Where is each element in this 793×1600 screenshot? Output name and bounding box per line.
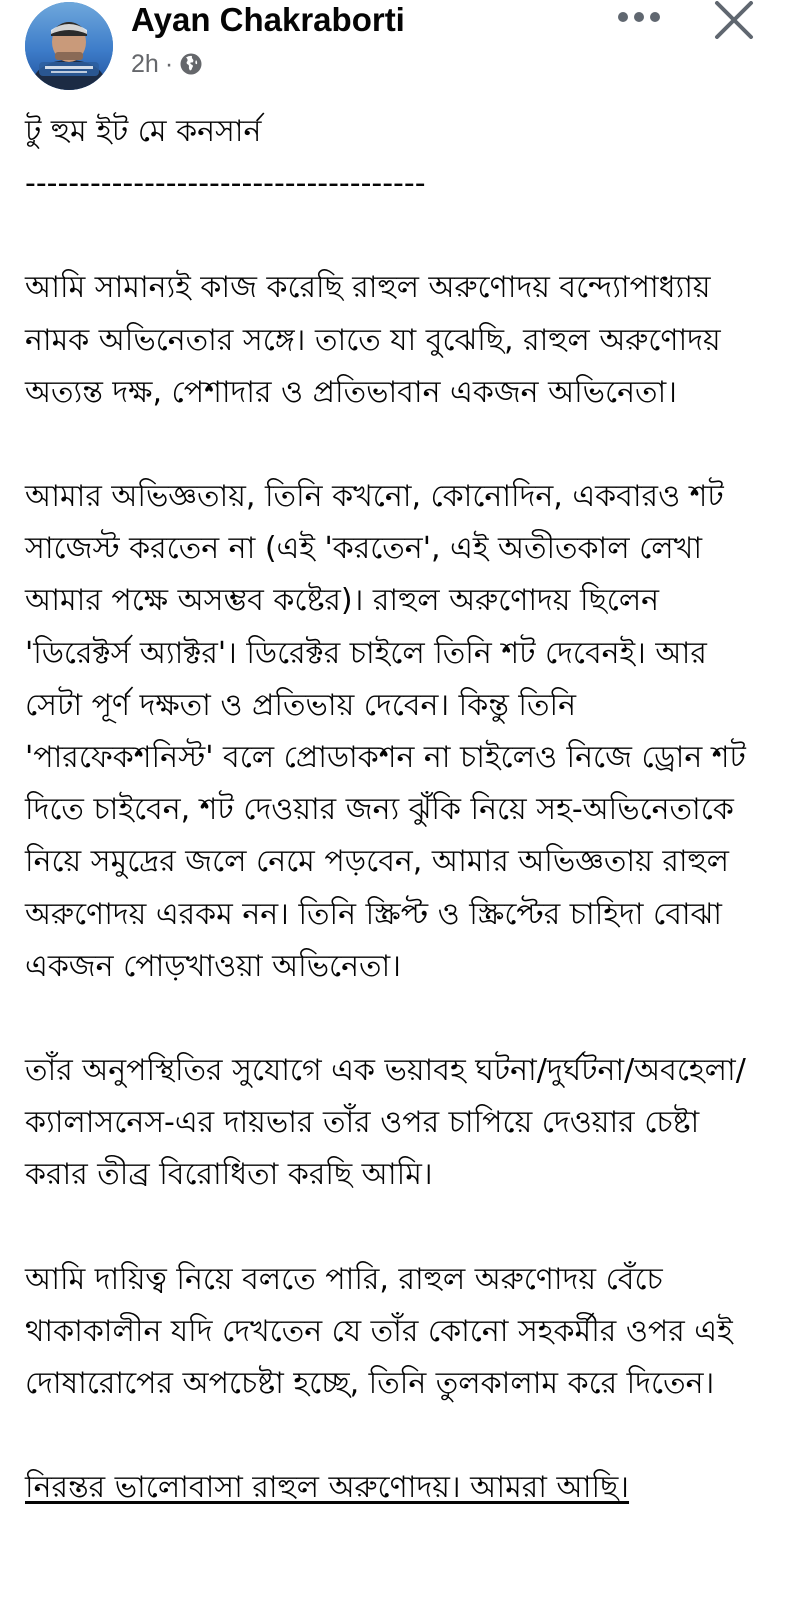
post-body (25, 106, 770, 1514)
post-title: টু হুম ইট মে কনসার্ন (25, 114, 262, 149)
more-options-button[interactable] (614, 2, 664, 32)
post-header (0, 0, 793, 96)
paragraph-gap (25, 210, 770, 262)
post-divider: ------------------------------------- (25, 166, 426, 202)
paragraph-1: আমি সামান্যই কাজ করেছি রাহুল অরুণোদয় বন্দ্যোপাধ্যায় নামক অভিনেতার সঙ্গে। তাতে যা বুঝেছি, রাহুল অরুণোদয় অত্যন্ত দক্ষ, পেশাদার ও প্রতিভাবান একজন অভিনেতা। (25, 270, 731, 410)
close-button[interactable] (712, 0, 756, 40)
paragraph-gap (25, 1410, 770, 1462)
paragraph-4: আমি দায়িত্ব নিয়ে বলতে পারি, রাহুল অরুণোদয় বেঁচে থাকাকালীন যদি দেখতেন যে তাঁর কোনো সহকর্মীর ওপর এই দোষারোপের অপচেষ্টা হচ্ছে, তিনি তুলকালাম করে দিতেন। (25, 1261, 743, 1402)
paragraph-3: তাঁর অনুপস্থিতির সুযোগে এক ভয়াবহ ঘটনা/দুর্ঘটনা/অবহেলা/ক্যালাসনেস-এর দায়ভার তাঁর ওপর চাপিয়ে দেওয়ার চেষ্টা করার তীব্র বিরোধিতা করছি আমি। (25, 1053, 746, 1193)
paragraph-gap (25, 1202, 770, 1254)
post-meta (131, 48, 203, 80)
author-name[interactable]: Ayan Chakraborti (131, 1, 405, 38)
close-icon (714, 1, 754, 39)
more-horizontal-icon (617, 11, 661, 23)
paragraph-5: নিরন্তর ভালোবাসা রাহুল অরুণোদয়। আমরা আছি। (25, 1470, 630, 1506)
avatar[interactable] (25, 2, 113, 90)
paragraph-gap (25, 993, 770, 1045)
meta-separator: · (164, 49, 174, 78)
post-time[interactable]: 2h (131, 49, 159, 78)
paragraph-gap (25, 419, 770, 471)
profile-photo (25, 2, 113, 90)
globe-icon[interactable] (179, 52, 203, 76)
paragraph-2: আমার অভিজ্ঞতায়, তিনি কখনো, কোনোদিন, একবারও শট সাজেস্ট করতেন না (এই 'করতেন', এই অতীতকাল লেখা আমার পক্ষে অসম্ভব কষ্টের)। রাহুল অরুণোদয় ছিলেন 'ডিরেক্টর্স অ্যাক্টর'। ডিরেক্টর চাইলে তিনি শট দেবেনই। আর সেটা পূর্ণ দক্ষতা ও প্রতিভায় দেবেন। কিন্তু তিনি 'পারফেকশনিস্ট' বলে প্রোডাকশন না চাইলেও নিজে ড্রোন শট দিতে চাইবেন, শট দেওয়ার জন্য ঝুঁকি নিয়ে সহ-অভিনেতাকে নিয়ে সমুদ্রের জলে নেমে পড়বেন, আমার অভিজ্ঞতায় রাহুল অরুণোদয় এরকম নন। তিনি স্ক্রিপ্ট ও স্ক্রিপ্টের চাহিদা বোঝা একজন পোড়খাওয়া অভিনেতা। (25, 479, 756, 984)
